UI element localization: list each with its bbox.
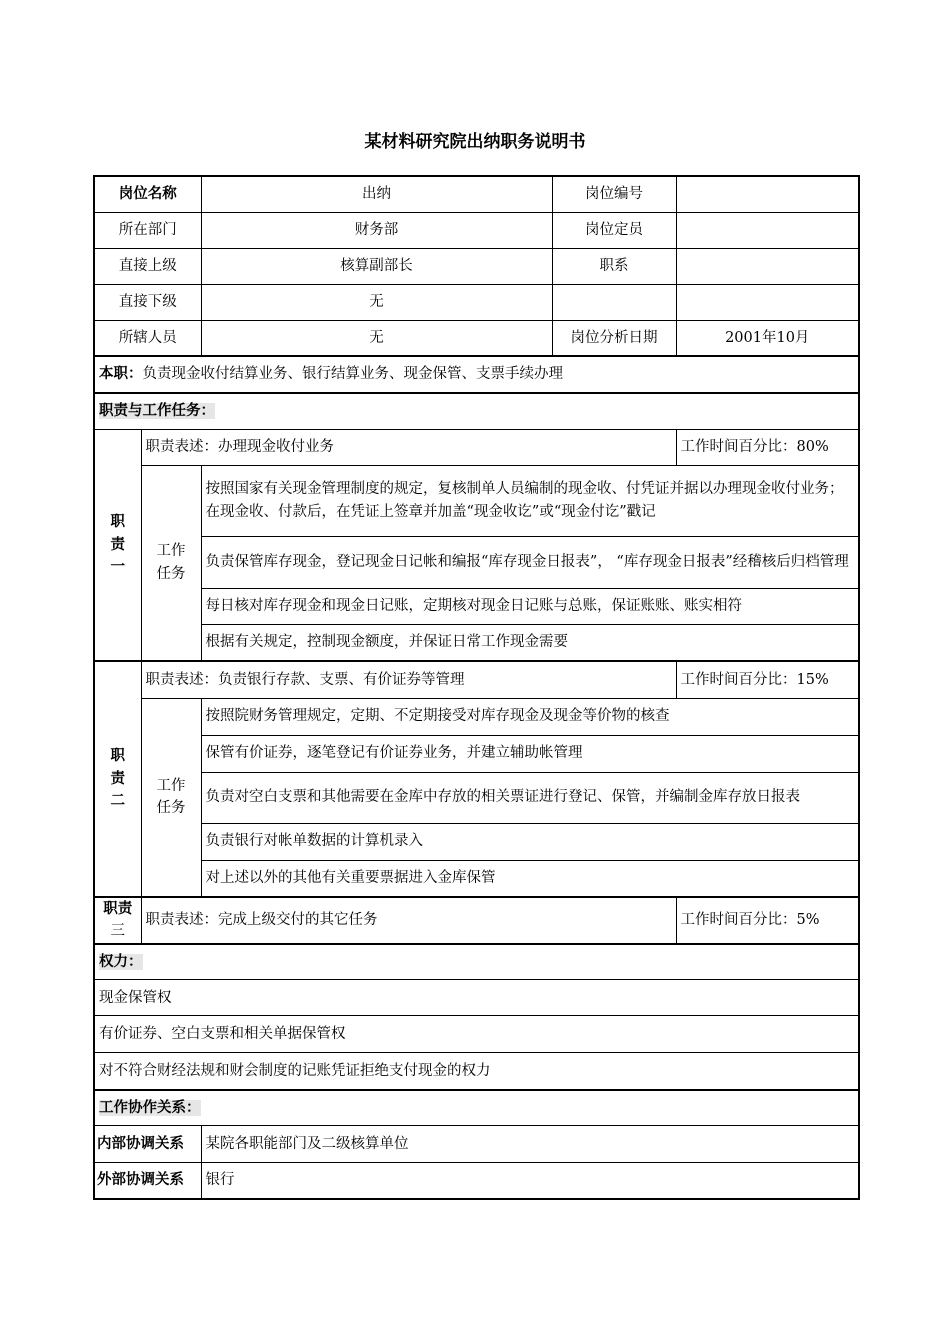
duty2-task-row — [94, 772, 859, 823]
relations-internal-row — [94, 1126, 859, 1163]
empty-cell — [676, 284, 859, 320]
duty1-task-row — [94, 465, 859, 536]
duty2-task-5: 对上述以外的其他有关重要票据进入金库保管 — [201, 860, 859, 897]
label-position-name: 岗位名称 — [94, 176, 201, 212]
value-quota — [676, 212, 859, 248]
duty1-task-3: 每日核对库存现金和现金日记账，定期核对现金日记账与总账，保证账账、账实相符 — [201, 588, 859, 624]
duty1-task-row — [94, 536, 859, 588]
power-header — [94, 944, 859, 980]
label-series: 职系 — [552, 248, 676, 284]
duty1-label-char: 职 — [110, 514, 125, 531]
duty1-label — [94, 429, 141, 661]
label-subordinate: 直接下级 — [94, 284, 201, 320]
internal-relation-label: 内部协调关系 — [94, 1126, 201, 1163]
duty1-task-label — [141, 465, 201, 661]
core-row — [94, 356, 859, 393]
core-text: 负责现金收付结算业务、银行结算业务、现金保管、支票手续办理 — [142, 366, 563, 383]
power-header-row — [94, 944, 859, 980]
duty1-task-row — [94, 588, 859, 624]
task-label-line: 任务 — [156, 565, 186, 582]
external-relation-value: 银行 — [201, 1163, 859, 1199]
power-item-3: 对不符合财经法规和财会制度的记账凭证拒绝支付现金的权力 — [94, 1053, 859, 1090]
duty1-task-4: 根据有关规定，控制现金额度，并保证日常工作现金需要 — [201, 624, 859, 661]
duty3-label-line: 职责 — [103, 901, 133, 917]
info-row-subordinate — [94, 284, 859, 320]
duty3-time-percent: 工作时间百分比：5% — [676, 897, 859, 944]
value-subordinate: 无 — [201, 284, 552, 320]
duty2-description: 职责表述：负责银行存款、支票、有价证券等管理 — [141, 661, 676, 698]
duty1-description: 职责表述：办理现金收付业务 — [141, 429, 676, 465]
label-quota: 岗位定员 — [552, 212, 676, 248]
power-header-text: 权力： — [99, 953, 143, 970]
value-department: 财务部 — [201, 212, 552, 248]
duty2-time-percent: 工作时间百分比：15% — [676, 661, 859, 698]
power-row — [94, 1053, 859, 1090]
duty3-description: 职责表述：完成上级交付的其它任务 — [141, 897, 676, 944]
value-position-code — [676, 176, 859, 212]
duty2-task-2: 保管有价证券，逐笔登记有价证券业务，并建立辅助帐管理 — [201, 735, 859, 772]
duty2-task-1: 按照院财务管理规定，定期、不定期接受对库存现金及现金等价物的核查 — [201, 698, 859, 735]
duties-header-row — [94, 393, 859, 429]
document-title: 某材料研究院出纳职务说明书 — [364, 132, 586, 152]
power-row — [94, 1016, 859, 1053]
duty1-task-2: 负责保管库存现金，登记现金日记帐和编报“库存现金日报表”， “库存现金日报表”经稽核后归档管理 — [201, 536, 859, 588]
duty2-task-row — [94, 823, 859, 860]
duty2-task-row — [94, 860, 859, 897]
relations-header-text: 工作协作关系： — [99, 1099, 201, 1116]
duty1-label-char: 一 — [110, 558, 125, 575]
power-row — [94, 980, 859, 1016]
label-staff: 所辖人员 — [94, 320, 201, 356]
value-superior: 核算副部长 — [201, 248, 552, 284]
duty2-label-char: 二 — [110, 793, 125, 810]
internal-relation-value: 某院各职能部门及二级核算单位 — [201, 1126, 859, 1163]
duty1-task-1: 按照国家有关现金管理制度的规定，复核制单人员编制的现金收、付凭证并据以办理现金收付业务；在现金收、付款后，在凭证上签章并加盖“现金收讫”或“现金付讫”戳记 — [201, 465, 859, 536]
task-label-line: 工作 — [156, 777, 186, 794]
duties-header — [94, 393, 859, 429]
task-label-line: 任务 — [156, 800, 186, 817]
duty2-task-row — [94, 698, 859, 735]
power-item-1: 现金保管权 — [94, 980, 859, 1016]
value-series — [676, 248, 859, 284]
value-staff: 无 — [201, 320, 552, 356]
duty2-task-4: 负责银行对帐单数据的计算机录入 — [201, 823, 859, 860]
duty3-label — [94, 897, 141, 944]
label-position-code: 岗位编号 — [552, 176, 676, 212]
value-analysis-date: 2001年10月 — [676, 320, 859, 356]
core-duty — [94, 356, 859, 393]
duty2-task-row — [94, 735, 859, 772]
external-relation-label: 外部协调关系 — [94, 1163, 201, 1199]
value-position-name: 出纳 — [201, 176, 552, 212]
duty3-row — [94, 897, 859, 944]
duty2-desc-row — [94, 661, 859, 698]
label-analysis-date: 岗位分析日期 — [552, 320, 676, 356]
duty2-label — [94, 661, 141, 897]
relations-header-row — [94, 1090, 859, 1126]
relations-header — [94, 1090, 859, 1126]
info-row-dept — [94, 212, 859, 248]
empty-cell — [552, 284, 676, 320]
core-label: 本职： — [99, 366, 143, 383]
task-label-line: 工作 — [156, 543, 186, 560]
duties-header-text: 职责与工作任务： — [99, 403, 215, 420]
duty2-label-char: 职 — [110, 748, 125, 765]
job-description-table — [93, 175, 860, 1200]
duty2-task-3: 负责对空白支票和其他需要在金库中存放的相关票证进行登记、保管，并编制金库存放日报表 — [201, 772, 859, 823]
info-row-superior — [94, 248, 859, 284]
duty3-label-line: 三 — [110, 923, 125, 940]
duty1-label-char: 责 — [110, 536, 125, 553]
duty2-task-label — [141, 698, 201, 897]
duty1-desc-row — [94, 429, 859, 465]
label-superior: 直接上级 — [94, 248, 201, 284]
duty1-task-row — [94, 624, 859, 661]
relations-external-row — [94, 1163, 859, 1199]
info-row-staff — [94, 320, 859, 356]
duty2-label-char: 责 — [110, 770, 125, 787]
label-department: 所在部门 — [94, 212, 201, 248]
duty1-time-percent: 工作时间百分比：80% — [676, 429, 859, 465]
power-item-2: 有价证券、空白支票和相关单据保管权 — [94, 1016, 859, 1053]
info-row-name — [94, 176, 859, 212]
